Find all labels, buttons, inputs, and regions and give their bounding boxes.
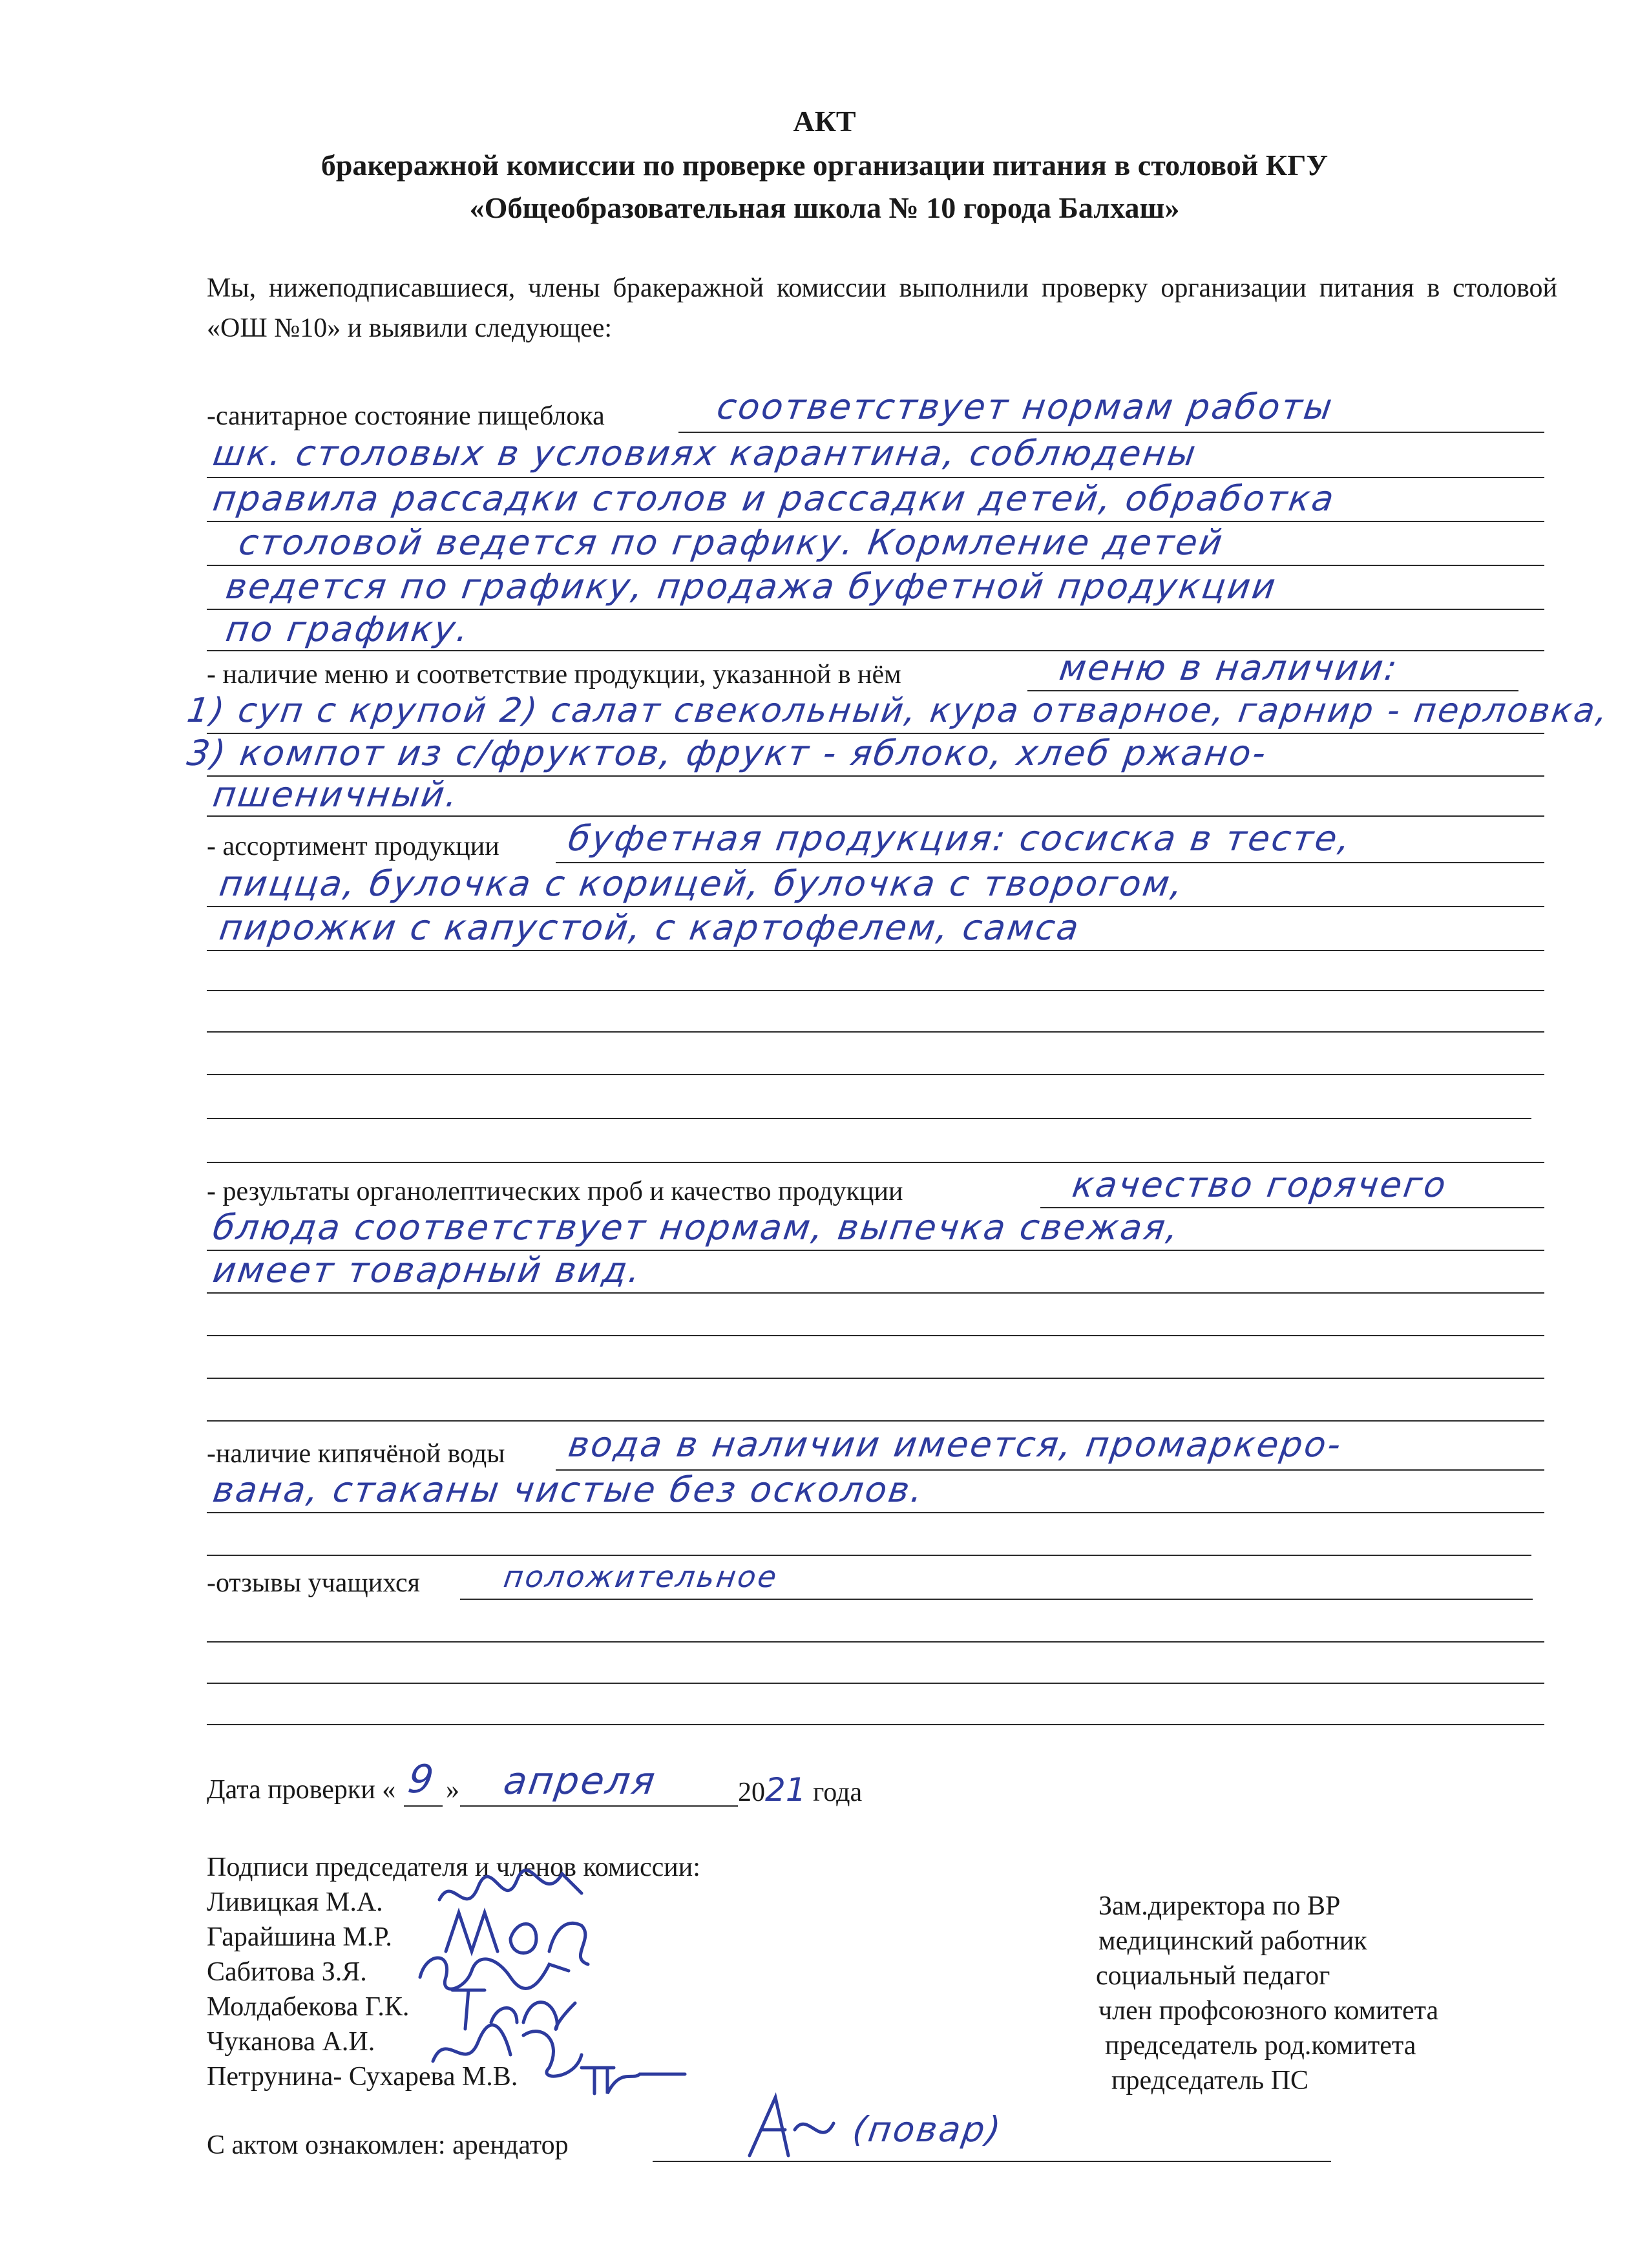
member-role: медицинский работник (1098, 1926, 1367, 1956)
rule (207, 1641, 1544, 1643)
handwritten-organoleptic-3: имеет товарный вид. (210, 1250, 645, 1290)
handwritten-sanitary-5: ведется по графику, продажа буфетной продукции (223, 566, 1280, 607)
handwritten-sanitary-1: соответствует нормам работы (714, 386, 1337, 427)
rule (207, 1118, 1531, 1119)
doc-subtitle-2: «Общеобразовательная школа № 10 города Балхаш» (469, 191, 1180, 224)
rule (460, 1805, 738, 1807)
signature-scribble-5 (426, 2016, 594, 2087)
menu-label: - наличие меню и соответствие продукции, указанной в нём (207, 660, 901, 689)
signatures-heading: Подписи председателя и членов комиссии: (207, 1853, 700, 1882)
assortment-label: - ассортимент продукции (207, 832, 499, 861)
handwritten-sanitary-4: столовой ведется по графику. Кормление детей (236, 522, 1227, 563)
tenant-signature-scribble (737, 2091, 840, 2162)
rule (207, 1724, 1544, 1725)
rule (404, 1805, 443, 1807)
tenant-role-handwritten: (повар) (850, 2109, 1005, 2150)
signature-scribble-6 (575, 2055, 691, 2100)
rule (207, 1378, 1544, 1379)
rule (207, 1683, 1544, 1684)
date-day: 9 (405, 1757, 439, 1802)
rule (207, 1162, 1544, 1163)
handwritten-assortment-1: буфетная продукция: сосиска в тесте, (565, 818, 1355, 859)
member-name: Петрунина- Сухарева М.В. (207, 2062, 518, 2092)
member-name: Гарайшина М.Р. (207, 1922, 392, 1952)
member-role: председатель ПС (1111, 2066, 1309, 2095)
reviews-label: -отзывы учащихся (207, 1568, 420, 1598)
doc-subtitle-1: бракеражной комиссии по проверке организации питания в столовой КГУ (320, 149, 1329, 182)
rule (460, 1599, 1533, 1600)
handwritten-organoleptic-1: качество горячего (1069, 1164, 1451, 1205)
rule (207, 1335, 1544, 1336)
handwritten-sanitary-3: правила рассадки столов и рассадки детей, обработка (210, 478, 1338, 519)
member-name: Чуканова А.И. (207, 2027, 375, 2057)
sanitary-label: -санитарное состояние пищеблока (207, 401, 605, 431)
handwritten-water-1: вода в наличии имеется, промаркеро- (565, 1424, 1345, 1465)
handwritten-menu-1: меню в наличии: (1056, 647, 1402, 688)
handwritten-sanitary-2: шк. столовых в условиях карантина, соблюдены (210, 433, 1201, 474)
doc-title: АКТ (793, 105, 856, 138)
rule (207, 1292, 1544, 1294)
date-month: апреля (501, 1759, 660, 1803)
date-quote: » (446, 1775, 459, 1805)
handwritten-sanitary-6: по графику. (223, 609, 473, 649)
member-name: Сабитова З.Я. (207, 1957, 367, 1987)
date-year-handwritten: 21 (765, 1771, 806, 1809)
date-year: 2021 года (738, 1771, 863, 1809)
intro-paragraph: Мы, нижеподписавшиеся, члены бракеражной комиссии выполнили проверку организации питания в столовой «ОШ №10» и выявили следующее: (207, 273, 1557, 343)
member-role: председатель род.комитета (1105, 2031, 1416, 2061)
handwritten-menu-2: 1) суп с крупой 2) салат свекольный, кура отварное, гарнир - перловка, (184, 691, 1612, 730)
rule (207, 950, 1544, 951)
handwritten-menu-3: 3) компот из с/фруктов, фрукт - яблоко, хлеб ржано- (184, 733, 1270, 773)
handwritten-assortment-2: пицца, булочка с корицей, булочка с творогом, (216, 863, 1188, 904)
rule (207, 1512, 1544, 1513)
member-name: Молдабекова Г.К. (207, 1992, 410, 2022)
rule (207, 1555, 1531, 1556)
acquainted-label: С актом ознакомлен: арендатор (207, 2130, 569, 2160)
handwritten-menu-4: пшеничный. (210, 774, 462, 815)
rule (207, 1074, 1544, 1075)
organoleptic-label: - результаты органолептических проб и качество продукции (207, 1177, 903, 1206)
handwritten-assortment-3: пирожки с капустой, с картофелем, самса (216, 907, 1083, 948)
handwritten-water-2: вана, стаканы чистые без осколов. (210, 1469, 927, 1510)
rule (207, 1420, 1544, 1422)
date-label: Дата проверки « (207, 1775, 396, 1805)
water-label: -наличие кипячёной воды (207, 1439, 505, 1469)
handwritten-organoleptic-2: блюда соответствует нормам, выпечка свежая, (210, 1207, 1183, 1248)
member-role: Зам.директора по ВР (1098, 1891, 1341, 1921)
rule (207, 990, 1544, 991)
handwritten-reviews: положительное (501, 1559, 781, 1594)
rule (207, 1031, 1544, 1033)
member-role: социальный педагог (1096, 1961, 1330, 1991)
member-name: Ливицкая М.А. (207, 1887, 383, 1917)
member-role: член профсоюзного комитета (1098, 1996, 1439, 2026)
rule (207, 815, 1544, 817)
